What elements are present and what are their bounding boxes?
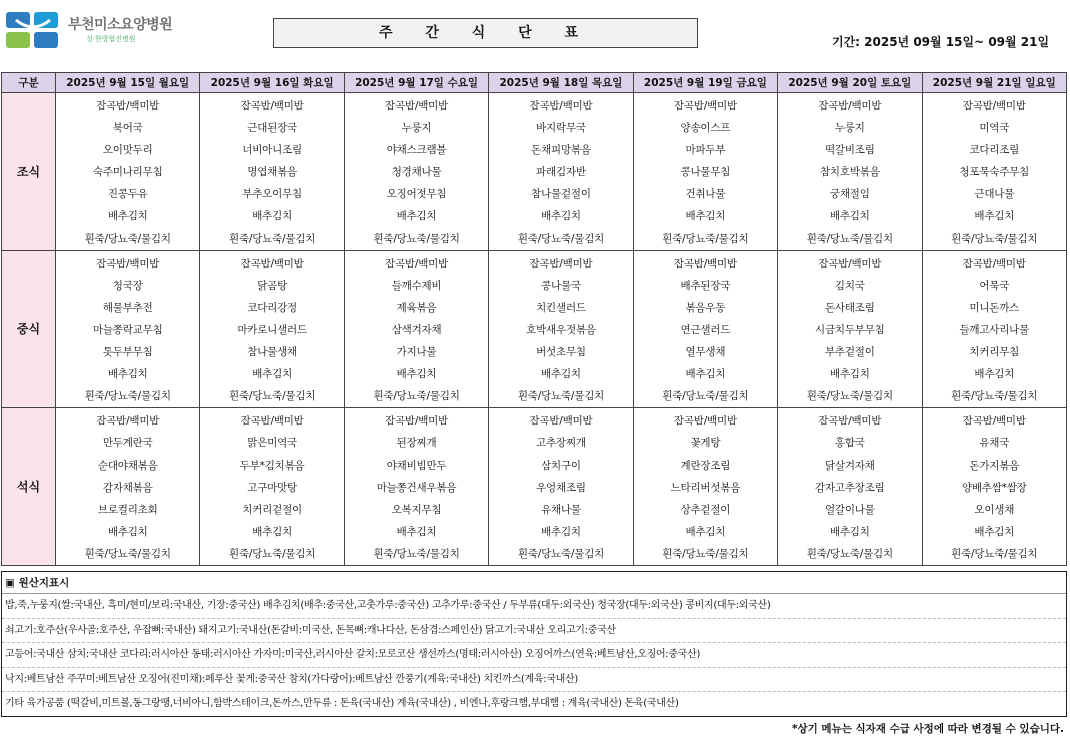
dish-item: 흰죽/당뇨죽/물김치 [229,547,316,560]
dish-item: 제육볶음 [396,301,437,314]
day-menu-cell [922,250,1066,408]
dish-item: 들깨고사리나물 [959,323,1030,336]
dish-item: 흰죽/당뇨죽/물김치 [229,232,316,245]
dish-item: 양송이스프 [680,122,731,135]
dish-item: 코다리조림 [969,144,1020,157]
dish-item: 고추장찌개 [536,437,586,450]
day-menu-cell [922,93,1066,251]
hospital-logo [4,6,209,50]
dish-item: 마파두부 [685,144,726,157]
dish-item: 배추된장국 [680,279,731,292]
dish-item: 닭곰탕 [257,279,288,292]
dish-item: 오징어젓무침 [386,188,447,201]
dish-item: 연근샐러드 [680,323,731,336]
dish-item: 콩나물무침 [680,166,731,179]
dish-item: 숙주미나리무침 [92,166,163,179]
dish-item: 진콩두유 [107,188,148,201]
dish-item: 감자채볶음 [102,481,153,494]
day-menu-cell [200,408,344,566]
dish-item: 흰죽/당뇨죽/물김치 [517,390,605,403]
menu-period: 기간: 2025년 09월 15일~ 09월 21일 [832,35,1050,49]
origin-line: 쇠고기:호주산(우사골:호주산, 우잡뼈:국내산) 돼지고기:국내산(돈갈비:미국산, 돈목뼈:캐나다산, 돈삼겹:스페인산) 닭고기:국내산 오리고기:중국산 [2,619,1066,644]
dish-item: 상추겉절이 [680,503,731,516]
dish-item: 순대야채볶음 [97,459,158,472]
dish-item: 청국장 [112,279,143,292]
hospital-logo-icon [4,10,62,50]
hospital-name: 부천미소요양병원 [68,17,173,33]
dish-item: 만두계란국 [102,437,153,450]
dish-item: 누룽지 [834,122,865,135]
day-menu-cell [633,250,777,408]
dish-item: 닭살겨자채 [824,459,875,472]
header-day: 2025년 9월 15일 월요일 [56,73,200,93]
day-menu-cell [344,408,488,566]
dish-item: 감자고추장조림 [815,481,885,494]
dish-item: 누룽지 [401,122,432,135]
day-menu-cell [56,93,200,251]
dish-item: 잡곡밥/백미밥 [529,415,593,428]
dish-item: 북어국 [112,122,143,135]
dish-item: 참치호박볶음 [819,166,880,179]
dish-item: 마카로니샐러드 [237,323,307,336]
day-menu-cell [489,93,633,251]
day-menu-cell [489,408,633,566]
origin-line: 고등어:국내산 삼치:국내산 코다리:러시아산 동태:러시아산 가자미:미국산,러시아산 갈치:모로코산 생선까스(명태:러시아산) 오징어까스(연육:베트남산,오징어:중국산) [2,643,1066,668]
meal-row [2,408,1067,566]
origin-label-section [1,571,1067,717]
dish-item: 마늘쫑락교무침 [92,323,163,336]
dish-item: 잡곡밥/백미밥 [962,100,1026,112]
dish-item: 배추김치 [541,210,581,223]
dish-item: 흰죽/당뇨죽/물김치 [662,232,749,245]
dish-item: 떡갈비조림 [824,144,875,157]
dish-item: 잡곡밥/백미밥 [962,415,1026,428]
day-menu-cell [200,93,344,251]
dish-item: 삼색겨자채 [391,323,442,336]
dish-item: 잡곡밥/백미밥 [673,257,737,270]
dish-item: 너비아니조림 [242,144,302,157]
dish-item: 흰죽/당뇨죽/물김치 [84,232,171,245]
day-menu-cell [344,250,488,408]
dish-item: 흰죽/당뇨죽/물김치 [84,547,171,560]
dish-item: 잡곡밥/백미밥 [818,100,882,112]
table-header-row [2,73,1067,93]
dish-item: 호박새우젓볶음 [526,323,596,336]
dish-item: 부추오이무침 [242,188,302,201]
dish-item: 버섯초무침 [536,346,586,359]
dish-item: 오복지무침 [391,503,442,516]
dish-item: 파래김자반 [536,166,586,179]
dish-item: 맑은미역국 [247,437,297,450]
dish-item: 배추김치 [974,368,1015,381]
day-menu-cell [56,408,200,566]
day-menu-cell [56,250,200,408]
dish-item: 부추겉절이 [824,346,875,359]
dish-item: 흰죽/당뇨죽/물김치 [662,547,749,560]
dish-item: 흰죽/당뇨죽/물김치 [806,547,893,560]
dish-item: 잡곡밥/백미밥 [529,100,593,112]
dish-item: 잡곡밥/백미밥 [96,100,160,112]
dish-item: 배추김치 [685,525,726,538]
header-day: 2025년 9월 21일 일요일 [922,73,1066,93]
dish-item: 양배추쌈*쌈장 [961,481,1027,494]
dish-item: 얼갈이나물 [824,503,875,516]
dish-item: 두부*김치볶음 [239,459,305,472]
dish-item: 김치국 [834,279,865,292]
dish-item: 배추김치 [107,368,148,381]
dish-item: 배추김치 [829,368,870,381]
dish-item: 마늘쫑건새우볶음 [376,481,457,494]
dish-item: 야채스크램블 [386,144,447,157]
dish-item: 배추김치 [685,210,726,223]
dish-item: 야채비빔만두 [386,459,447,472]
header-corner: 구분 [2,73,56,93]
dish-item: 꽃게탕 [690,437,721,450]
dish-item: 흰죽/당뇨죽/물김치 [84,390,171,403]
dish-item: 어묵국 [979,279,1010,292]
day-menu-cell [778,408,922,566]
dish-item: 돈가지볶음 [969,459,1020,472]
dish-item: 건취나물 [685,188,726,201]
page-title: 주 간 식 단 표 [273,18,698,48]
dish-item: 배추김치 [541,525,581,538]
dish-item: 잡곡밥/백미밥 [240,415,304,428]
dish-item: 톳두부무침 [102,346,153,359]
dish-item: 잡곡밥/백미밥 [818,257,882,270]
dish-item: 배추김치 [974,525,1015,538]
dish-item: 흰죽/당뇨죽/물김치 [951,390,1038,403]
dish-item: 배추김치 [107,210,148,223]
dish-item: 시금치두부무침 [815,323,885,336]
dish-item: 바지락무국 [536,122,586,135]
day-menu-cell [922,408,1066,566]
dish-item: 흰죽/당뇨죽/물김치 [806,232,893,245]
dish-item: 배추김치 [396,368,437,381]
dish-item: 배추김치 [107,525,148,538]
dish-item: 참나물겉절이 [531,188,591,201]
dish-item: 잡곡밥/백미밥 [96,415,160,428]
dish-item: 오이맛두리 [102,144,153,157]
meal-label: 조식 [2,93,56,251]
dish-item: 배추김치 [252,368,293,381]
dish-item: 잡곡밥/백미밥 [962,257,1026,270]
dish-item: 잡곡밥/백미밥 [529,257,593,270]
dish-item: 삼치구이 [541,459,581,472]
dish-item: 흰죽/당뇨죽/물김치 [373,390,460,403]
dish-item: 콩나물국 [541,279,581,292]
dish-item: 배추김치 [541,368,581,381]
dish-item: 볶음우동 [685,301,726,314]
header-day: 2025년 9월 17일 수요일 [344,73,488,93]
origin-title: ▣ 원산지표시 [2,572,1066,594]
dish-item: 흰죽/당뇨죽/물김치 [373,232,460,245]
dish-item: 배추김치 [396,525,437,538]
dish-item: 열무생채 [685,346,726,359]
dish-item: 잡곡밥/백미밥 [240,100,304,112]
dish-item: 흰죽/당뇨죽/물김치 [951,232,1038,245]
dish-item: 오이생채 [974,503,1015,516]
menu-change-notice: *상기 메뉴는 식자재 수급 사정에 따라 변경될 수 있습니다. [791,723,1064,735]
dish-item: 흰죽/당뇨죽/물김치 [229,390,316,403]
dish-item: 청포묵숙주무침 [959,166,1030,179]
hospital-subtitle: 성·한방협진병원 [86,35,136,43]
dish-item: 청경채나물 [391,166,442,179]
dish-item: 명엽채볶음 [247,166,297,179]
dish-item: 느타리버섯볶음 [670,481,741,494]
dish-item: 잡곡밥/백미밥 [673,415,737,428]
dish-item: 배추김치 [974,210,1015,223]
dish-item: 미역국 [979,122,1010,135]
header-day: 2025년 9월 19일 금요일 [633,73,777,93]
header-day: 2025년 9월 16일 화요일 [200,73,344,93]
dish-item: 배추김치 [829,210,870,223]
dish-item: 흰죽/당뇨죽/물김치 [951,547,1038,560]
meal-row [2,93,1067,251]
day-menu-cell [344,93,488,251]
origin-line: 기타 육가공품 (떡갈비,미트볼,동그랑땡,너비아니,함박스테이크,돈까스,만두류 : 돈육(국내산) 계육(국내산) , 비엔나,후랑크햄,부대햄 : 계육(국내산) 돈육(국내산) [5,698,679,710]
day-menu-cell [778,93,922,251]
dish-item: 궁채절임 [829,188,870,201]
dish-item: 들깨수제비 [391,279,442,292]
meal-label: 석식 [2,408,56,566]
meal-label: 중식 [2,250,56,408]
dish-item: 근대나물 [974,188,1015,201]
dish-item: 잡곡밥/백미밥 [385,100,449,112]
dish-item: 흰죽/당뇨죽/물김치 [517,232,605,245]
dish-item: 배추김치 [252,210,293,223]
dish-item: 잡곡밥/백미밥 [240,257,304,270]
dish-item: 돈사태조림 [824,301,875,314]
dish-item: 돈채피망볶음 [531,144,591,157]
origin-line: 낙지:베트남산 주꾸미:베트남산 오징어(진미채):페루산 꽃게:중국산 참치(가다랑어):베트남산 깐풍기(계육:국내산) 치킨까스(계육:국내산) [2,668,1066,693]
dish-item: 잡곡밥/백미밥 [385,415,449,428]
dish-item: 잡곡밥/백미밥 [818,415,882,428]
dish-item: 치킨샐러드 [536,301,586,314]
day-menu-cell [489,250,633,408]
header-day: 2025년 9월 18일 목요일 [489,73,633,93]
dish-item: 된장찌개 [396,437,437,450]
day-menu-cell [633,93,777,251]
dish-item: 우엉채조림 [536,481,586,494]
dish-item: 계란장조림 [680,459,731,472]
dish-item: 근대된장국 [247,122,297,135]
day-menu-cell [200,250,344,408]
dish-item: 배추김치 [396,210,437,223]
dish-item: 해물부추전 [102,301,153,314]
dish-item: 배추김치 [252,525,293,538]
dish-item: 치커리무침 [969,346,1020,359]
dish-item: 유채국 [979,437,1010,450]
dish-item: 흰죽/당뇨죽/물김치 [662,390,749,403]
dish-item: 배추김치 [829,525,870,538]
dish-item: 브로컬리초회 [97,503,158,516]
dish-item: 고구마맛탕 [247,481,297,494]
dish-item: 가지나물 [396,346,437,359]
dish-item: 참나물생채 [247,346,297,359]
day-menu-cell [633,408,777,566]
meal-row [2,250,1067,408]
dish-item: 흰죽/당뇨죽/물김치 [517,547,605,560]
dish-item: 코다리강정 [247,301,297,314]
dish-item: 잡곡밥/백미밥 [385,257,449,270]
header-day: 2025년 9월 20일 토요일 [778,73,922,93]
dish-item: 홍합국 [834,437,865,450]
dish-item: 미니돈까스 [969,301,1020,314]
dish-item: 잡곡밥/백미밥 [673,100,737,112]
day-menu-cell [778,250,922,408]
dish-item: 유채나물 [541,503,581,516]
dish-item: 흰죽/당뇨죽/물김치 [373,547,460,560]
origin-line: 밥,죽,누룽지(쌀:국내산, 흑미/현미/보리:국내산, 기장:중국산) 배추김치(배추:중국산,고춧가루:중국산) 고추가루:중국산 / 두부류(대두:외국산) 청국장(대두:외국산) 콩비지(대두:외국산) [2,594,1066,619]
dish-item: 잡곡밥/백미밥 [96,257,160,270]
dish-item: 치커리겉절이 [242,503,302,516]
dish-item: 배추김치 [685,368,726,381]
dish-item: 흰죽/당뇨죽/물김치 [806,390,893,403]
weekly-menu-table [1,72,1067,566]
